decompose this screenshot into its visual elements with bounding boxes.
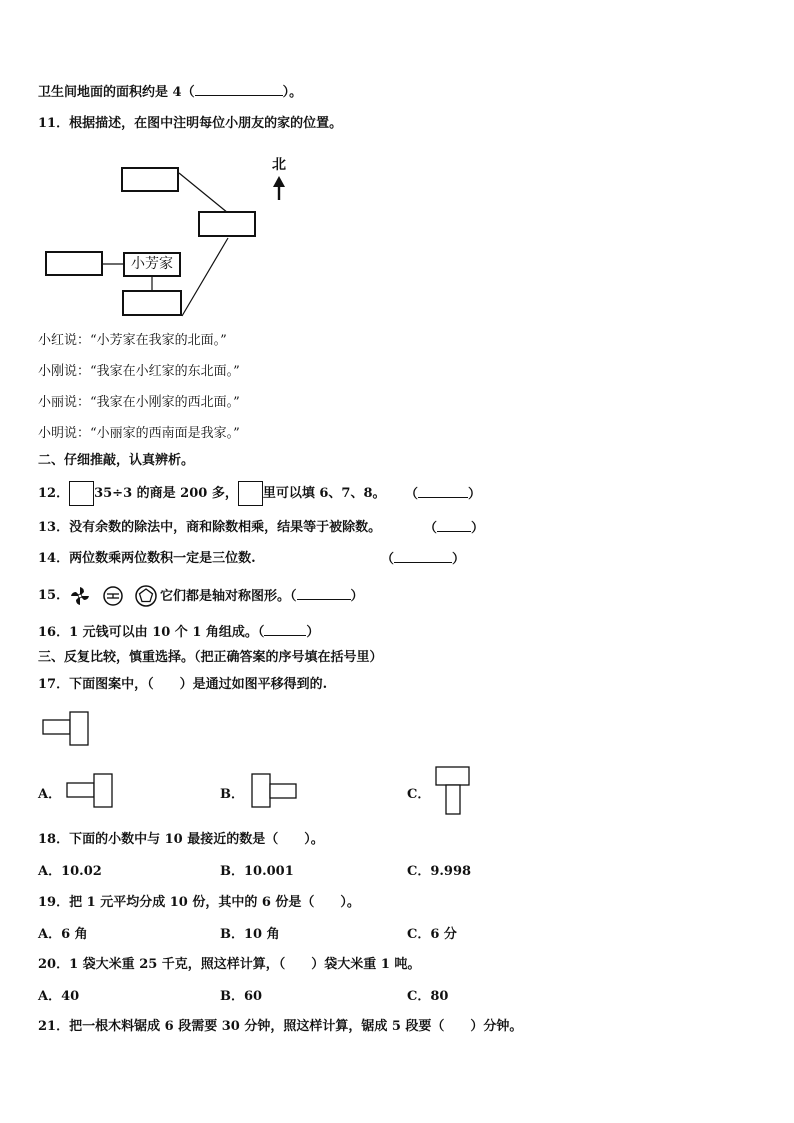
q11-statement: 小刚说：“我家在小红家的东北面。” [38,364,240,379]
q13-paren [424,520,484,537]
q16-text: 16．1 元钱可以由 10 个 1 角组成。（ [38,625,265,640]
q10-tail-text: 卫生间地面的面积约是 4（ [38,85,195,100]
paren-close: ） [471,521,485,536]
q19-option-a[interactable]: A．6 角 [38,927,88,942]
q20-question: 20．1 袋大米重 25 千克，照这样计算，（ ）袋大米重 1 吨。 [38,957,421,972]
q15-answer-blank[interactable] [297,588,351,600]
q17-option-a-shape[interactable] [64,772,124,812]
q10-tail-close: ）。 [282,85,303,100]
north-arrow-icon [273,176,285,187]
q13-answer-blank[interactable] [437,520,471,532]
paren-open: （ [405,487,419,502]
q19-option-b[interactable]: B．10 角 [220,927,280,942]
section2-title: 二、仔细推敲，认真辨析。 [38,453,195,468]
map-box-north[interactable] [121,167,179,192]
q19-question: 19．把 1 元平均分成 10 份，其中的 6 份是（ ）。 [38,895,360,910]
circle-cross-icon [102,585,124,607]
q12-answer-blank[interactable] [418,486,468,498]
q18-question: 18．下面的小数中与 10 最接近的数是（ ）。 [38,832,324,847]
paren-open: （ [424,521,438,536]
q19-option-c[interactable]: C．6 分 [407,927,457,942]
north-label: 北 [272,157,286,173]
q11-statement: 小丽说：“我家在小刚家的西北面。” [38,395,240,410]
q18-option-a[interactable]: A．10.02 [38,864,102,879]
q17-option-b-shape[interactable] [248,772,308,812]
q14-question: 14．两位数乘两位数积一定是三位数. [38,551,256,566]
q20-option-a[interactable]: A．40 [38,989,80,1004]
q14-answer-blank[interactable] [394,551,452,563]
q17-option-a-label[interactable]: A． [38,787,62,802]
pentagon-circle-icon [134,584,158,608]
q17-question: 17．下面图案中，（ ）是通过如图平移得到的. [38,677,328,692]
q15-number: 15． [38,588,70,603]
paren-close: ） [306,625,320,640]
q21-question: 21．把一根木料锯成 6 段需要 30 分钟，照这样计算，锯成 5 段要（ ）分钟。 [38,1019,523,1034]
q20-option-c[interactable]: C．80 [407,989,449,1004]
q16-answer-blank[interactable] [264,624,306,636]
q17-option-b-label[interactable]: B． [220,787,244,802]
q12-box-1[interactable] [69,481,94,506]
map-box-northeast[interactable] [198,211,256,237]
map-box-south[interactable] [122,290,182,316]
paren-open: （ [381,552,395,567]
q12-tail: 里可以填 6、7、8。 [262,486,386,501]
q20-option-b[interactable]: B．60 [220,989,263,1004]
q17-option-c-label[interactable]: C． [407,787,431,802]
q18-option-c[interactable]: C．9.998 [407,864,472,879]
q12-middle: 35÷3 的商是 200 多， [94,486,238,501]
q13-question: 13．没有余数的除法中，商和除数相乘，结果等于被除数。 [38,520,382,535]
q14-paren [381,551,465,568]
q15-text: 它们都是轴对称图形。（ [160,589,297,604]
paren-close: ） [452,552,466,567]
q11-statement: 小红说：“小芳家在我家的北面。” [38,333,227,348]
q17-reference-shape [40,710,100,750]
q15-line [160,588,364,605]
paren-close: ） [468,487,482,502]
q12-paren [405,486,481,503]
q16-line [38,624,319,641]
map-box-xiaofang: 小芳家 [123,252,181,277]
q12-number: 12． [38,486,70,501]
q12-line [38,481,386,507]
map-box-west[interactable] [45,251,103,276]
q18-option-b[interactable]: B．10.001 [220,864,294,879]
pinwheel-icon [69,585,91,607]
q12-box-2[interactable] [238,481,263,506]
q11-map-lines [0,0,794,330]
q11-statement: 小明说：“小丽家的西南面是我家。” [38,426,240,441]
q11-question: 11．根据描述，在图中注明每位小朋友的家的位置。 [38,116,343,131]
section3-title: 三、反复比较，慎重选择。（把正确答案的序号填在括号里） [38,650,383,665]
paren-close: ） [350,589,364,604]
q17-option-c-shape[interactable] [432,764,482,819]
